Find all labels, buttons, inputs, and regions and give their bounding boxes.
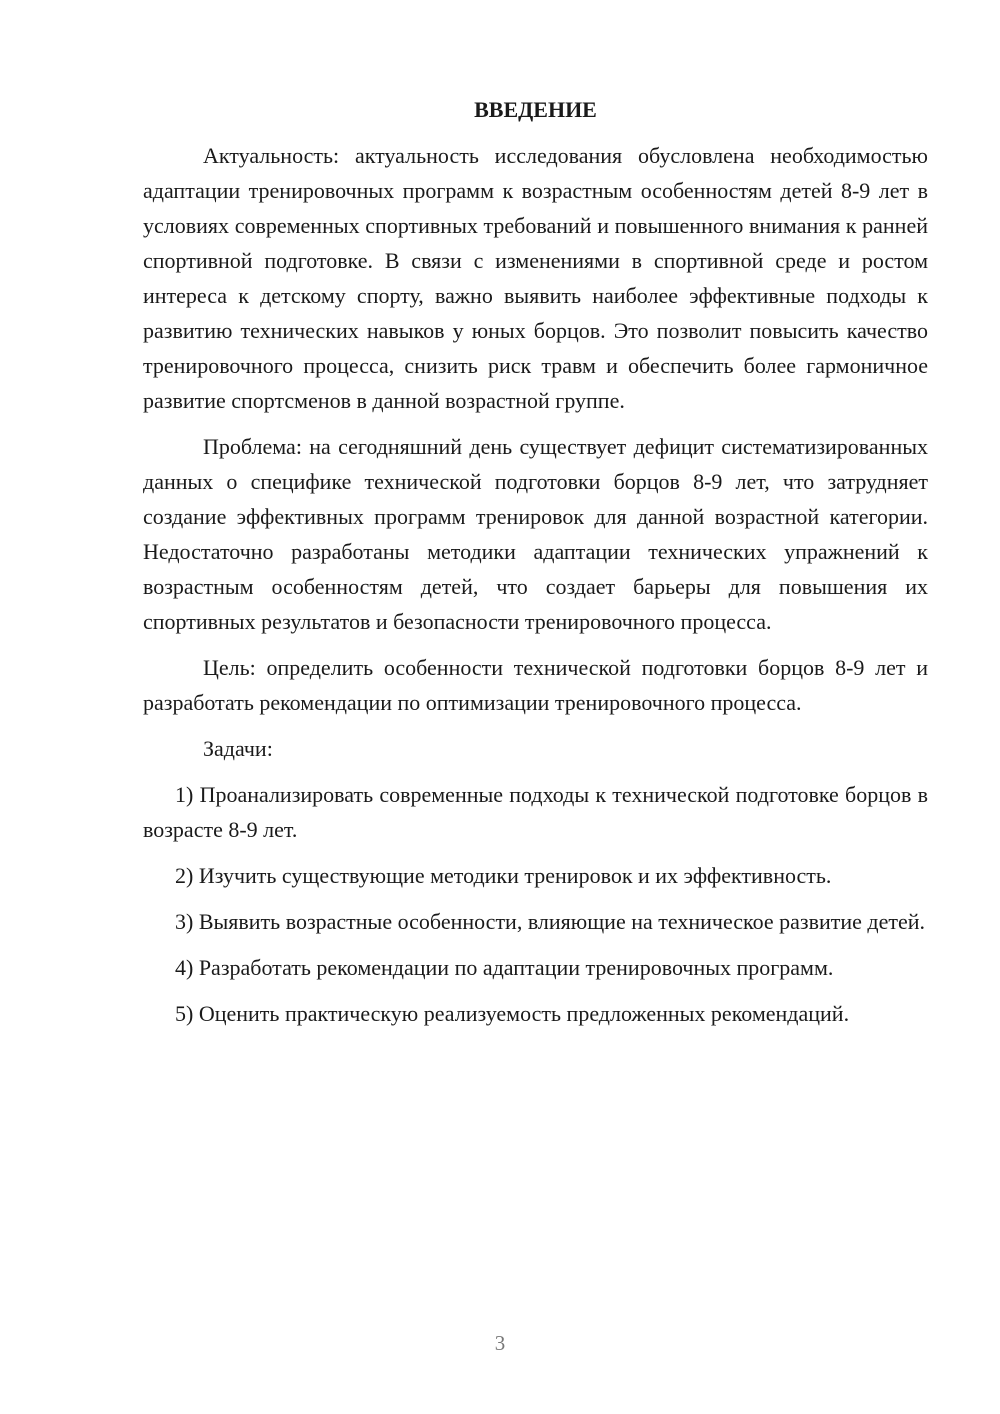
paragraph-relevance: Актуальность: актуальность исследования обусловлена необходимостью адаптации тренировочных программ к возрастным особенностям детей 8-9 лет в условиях современных спортивных требований и повышенного внимания к ранней спортивной подготовке. В связи с изменениями в спортивной среде и ростом интереса к детскому спорту, важно выявить наиболее эффективные подходы к развитию технических навыков у юных борцов. Это позволит повысить качество тренировочного процесса, снизить риск травм и обеспечить более гармоничное развитие спортсменов в данной возрастной группе. bbox=[143, 143, 928, 413]
task-item-5: 5) Оценить практическую реализуемость предложенных рекомендаций. bbox=[175, 1001, 850, 1026]
paragraph-goal: Цель: определить особенности технической подготовки борцов 8-9 лет и разработать рекомендации по оптимизации тренировочного процесса. bbox=[143, 655, 928, 715]
task-item-3: 3) Выявить возрастные особенности, влияющие на техническое развитие детей. bbox=[175, 909, 926, 934]
tasks-heading: Задачи: bbox=[203, 736, 273, 761]
task-item-1: 1) Проанализировать современные подходы к технической подготовке борцов в возрасте 8-9 лет. bbox=[143, 782, 928, 842]
task-item-2: 2) Изучить существующие методики тренировок и их эффективность. bbox=[175, 863, 832, 888]
paragraph-problem: Проблема: на сегодняшний день существует дефицит систематизированных данных о специфике технической подготовки борцов 8-9 лет, что затрудняет создание эффективных программ тренировок для данной возрастной категории. Недостаточно разработаны методики адаптации технических упражнений к возрастным особенностям детей, что создает барьеры для повышения их спортивных результатов и безопасности тренировочного процесса. bbox=[143, 434, 928, 634]
section-title: ВВЕДЕНИЕ bbox=[474, 97, 597, 122]
task-item-4: 4) Разработать рекомендации по адаптации тренировочных программ. bbox=[175, 955, 834, 980]
document-body bbox=[143, 92, 928, 1042]
page-number: 3 bbox=[494, 1331, 506, 1355]
